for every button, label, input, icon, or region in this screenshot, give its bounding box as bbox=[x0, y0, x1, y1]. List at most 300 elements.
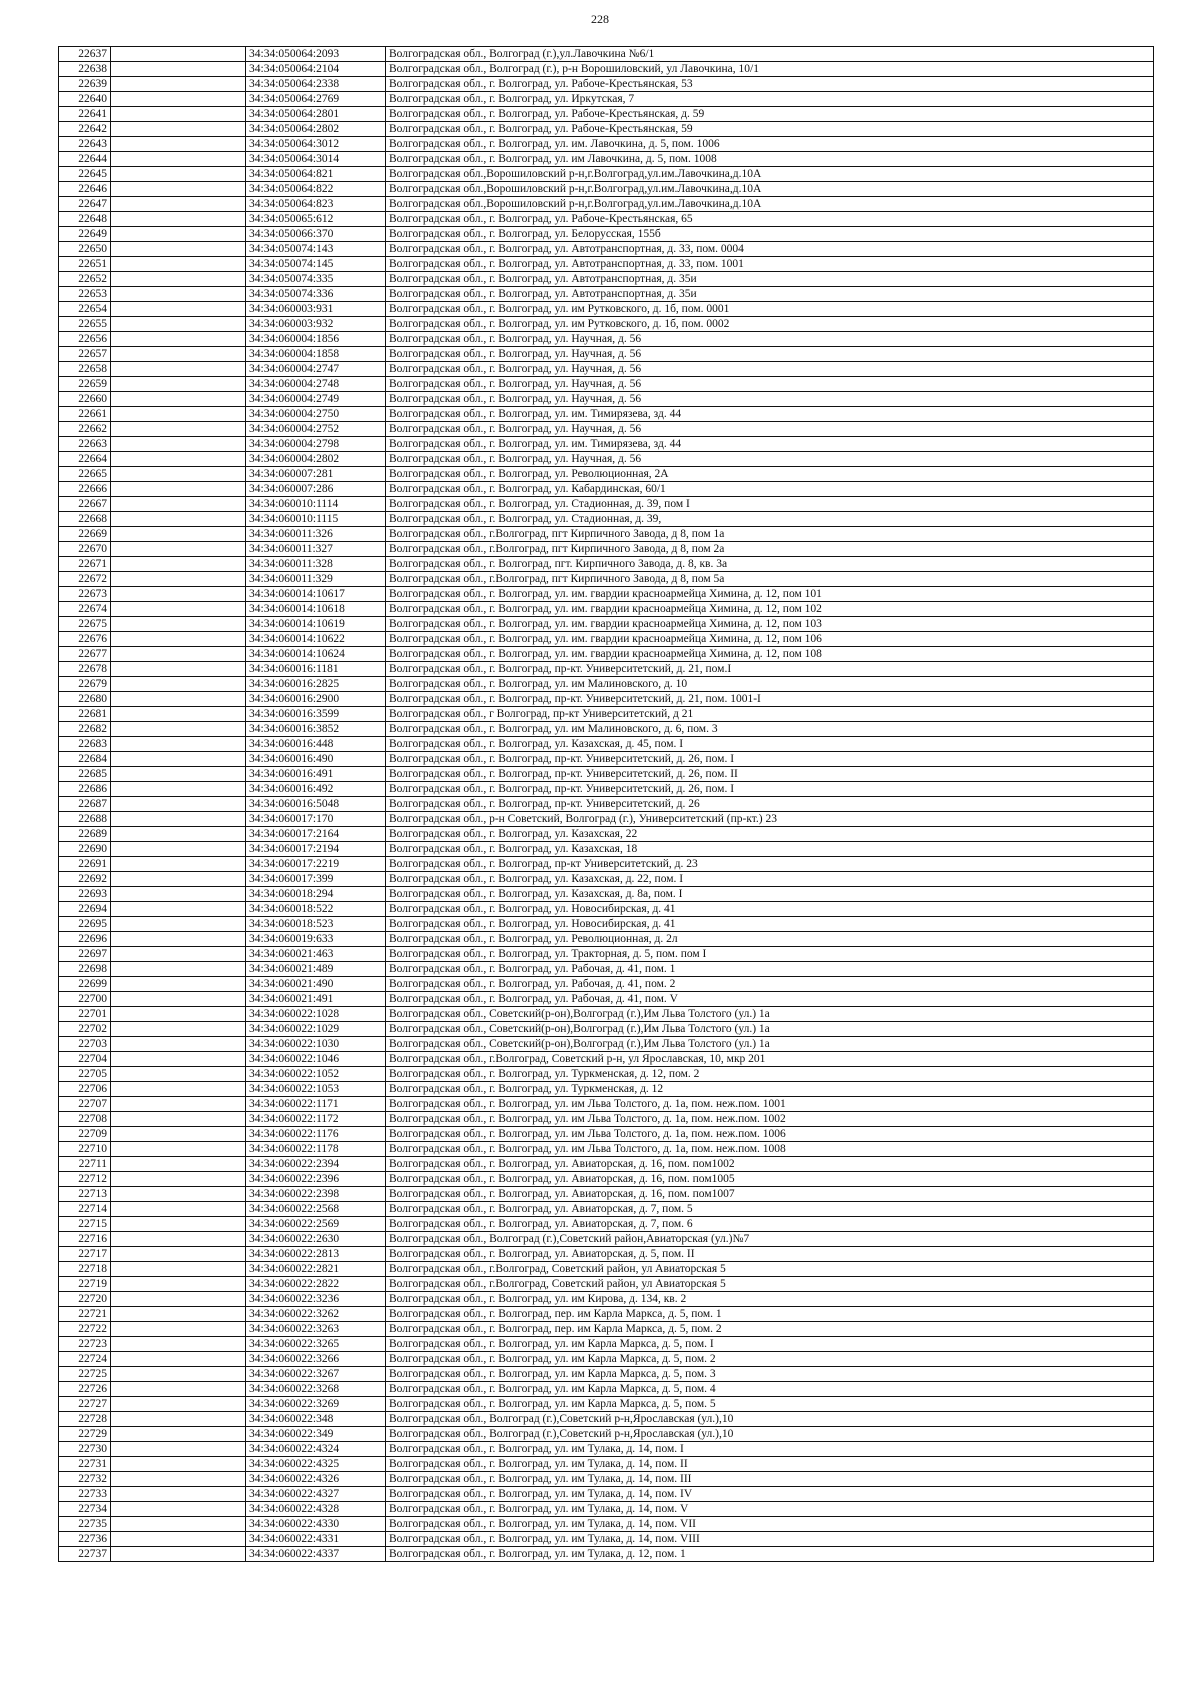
row-number-cell: 22641 bbox=[59, 107, 111, 122]
address-cell: Волгоградская обл., Советский(р-он),Волгоград (г.),Им Льва Толстого (ул.) 1а bbox=[386, 1022, 1154, 1037]
address-cell: Волгоградская обл., г. Волгоград, пр-кт. Университетский, д. 26 bbox=[386, 797, 1154, 812]
cadastral-number-cell: 34:34:060004:2802 bbox=[246, 452, 386, 467]
table-row bbox=[59, 1277, 1154, 1292]
address-cell: Волгоградская обл., г. Волгоград, ул. Авиаторская, д. 5, пом. II bbox=[386, 1247, 1154, 1262]
blank-cell bbox=[111, 467, 246, 482]
cadastral-number-cell: 34:34:060021:491 bbox=[246, 992, 386, 1007]
table-row bbox=[59, 332, 1154, 347]
table-row bbox=[59, 827, 1154, 842]
row-number-cell: 22724 bbox=[59, 1352, 111, 1367]
row-number-cell: 22683 bbox=[59, 737, 111, 752]
row-number-cell: 22642 bbox=[59, 122, 111, 137]
blank-cell bbox=[111, 1352, 246, 1367]
blank-cell bbox=[111, 677, 246, 692]
row-number-cell: 22692 bbox=[59, 872, 111, 887]
address-cell: Волгоградская обл., г. Волгоград, ул. им Карла Маркса, д. 5, пом. 2 bbox=[386, 1352, 1154, 1367]
address-cell: Волгоградская обл., г. Волгоград, ул. Белорусская, 155б bbox=[386, 227, 1154, 242]
cadastral-number-cell: 34:34:060018:523 bbox=[246, 917, 386, 932]
row-number-cell: 22730 bbox=[59, 1442, 111, 1457]
row-number-cell: 22655 bbox=[59, 317, 111, 332]
row-number-cell: 22718 bbox=[59, 1262, 111, 1277]
address-cell: Волгоградская обл., г. Волгоград, ул. Научная, д. 56 bbox=[386, 377, 1154, 392]
address-cell: Волгоградская обл., г. Волгоград, ул. Революционная, д. 2л bbox=[386, 932, 1154, 947]
table-row bbox=[59, 872, 1154, 887]
cadastral-number-cell: 34:34:060022:4331 bbox=[246, 1532, 386, 1547]
blank-cell bbox=[111, 1487, 246, 1502]
table-row bbox=[59, 752, 1154, 767]
blank-cell bbox=[111, 1547, 246, 1562]
cadastral-number-cell: 34:34:060014:10622 bbox=[246, 632, 386, 647]
table-row bbox=[59, 1397, 1154, 1412]
address-cell: Волгоградская обл., г. Волгоград, ул. Научная, д. 56 bbox=[386, 362, 1154, 377]
address-cell: Волгоградская обл., г. Волгоград, ул. Тракторная, д. 5, пом. пом I bbox=[386, 947, 1154, 962]
table-row bbox=[59, 527, 1154, 542]
address-cell: Волгоградская обл., г. Волгоград, пгт. Кирпичного Завода, д. 8, кв. 3а bbox=[386, 557, 1154, 572]
row-number-cell: 22721 bbox=[59, 1307, 111, 1322]
address-cell: Волгоградская обл., г. Волгоград, ул. Казахская, д. 22, пом. I bbox=[386, 872, 1154, 887]
address-cell: Волгоградская обл., г. Волгоград, ул. им Льва Толстого, д. 1а, пом. неж.пом. 1008 bbox=[386, 1142, 1154, 1157]
blank-cell bbox=[111, 947, 246, 962]
address-cell: Волгоградская обл., г. Волгоград, ул. им Льва Толстого, д. 1а, пом. неж.пом. 1001 bbox=[386, 1097, 1154, 1112]
row-number-cell: 22646 bbox=[59, 182, 111, 197]
blank-cell bbox=[111, 167, 246, 182]
row-number-cell: 22701 bbox=[59, 1007, 111, 1022]
blank-cell bbox=[111, 47, 246, 62]
cadastral-number-cell: 34:34:060022:349 bbox=[246, 1427, 386, 1442]
row-number-cell: 22687 bbox=[59, 797, 111, 812]
address-cell: Волгоградская обл., г.Волгоград, Советский район, ул Авиаторская 5 bbox=[386, 1262, 1154, 1277]
table-row bbox=[59, 1232, 1154, 1247]
row-number-cell: 22728 bbox=[59, 1412, 111, 1427]
row-number-cell: 22717 bbox=[59, 1247, 111, 1262]
row-number-cell: 22726 bbox=[59, 1382, 111, 1397]
table-row bbox=[59, 422, 1154, 437]
table-row bbox=[59, 1082, 1154, 1097]
blank-cell bbox=[111, 932, 246, 947]
row-number-cell: 22670 bbox=[59, 542, 111, 557]
row-number-cell: 22669 bbox=[59, 527, 111, 542]
blank-cell bbox=[111, 647, 246, 662]
blank-cell bbox=[111, 782, 246, 797]
address-cell: Волгоградская обл., г.Волгоград, пгт Кирпичного Завода, д 8, пом 5а bbox=[386, 572, 1154, 587]
address-cell: Волгоградская обл., Волгоград (г.),Советский р-н,Ярославская (ул.),10 bbox=[386, 1412, 1154, 1427]
row-number-cell: 22697 bbox=[59, 947, 111, 962]
blank-cell bbox=[111, 1457, 246, 1472]
address-cell: Волгоградская обл., г Волгоград, пр-кт Университетский, д 21 bbox=[386, 707, 1154, 722]
blank-cell bbox=[111, 827, 246, 842]
cadastral-number-cell: 34:34:060003:932 bbox=[246, 317, 386, 332]
table-row bbox=[59, 1367, 1154, 1382]
blank-cell bbox=[111, 1532, 246, 1547]
table-row bbox=[59, 167, 1154, 182]
table-row bbox=[59, 212, 1154, 227]
table-row bbox=[59, 857, 1154, 872]
table-row bbox=[59, 1142, 1154, 1157]
table-row bbox=[59, 1052, 1154, 1067]
table-row bbox=[59, 407, 1154, 422]
address-cell: Волгоградская обл., г.Волгоград, Советский район, ул Авиаторская 5 bbox=[386, 1277, 1154, 1292]
table-row bbox=[59, 1217, 1154, 1232]
row-number-cell: 22652 bbox=[59, 272, 111, 287]
table-row bbox=[59, 1172, 1154, 1187]
address-cell: Волгоградская обл., г. Волгоград, ул. им Карла Маркса, д. 5, пом. 3 bbox=[386, 1367, 1154, 1382]
cadastral-number-cell: 34:34:050064:2093 bbox=[246, 47, 386, 62]
row-number-cell: 22663 bbox=[59, 437, 111, 452]
table-row bbox=[59, 1022, 1154, 1037]
address-cell: Волгоградская обл.,Ворошиловский р-н,г.Волгоград,ул.им.Лавочкина,д.10А bbox=[386, 167, 1154, 182]
blank-cell bbox=[111, 1082, 246, 1097]
cadastral-number-cell: 34:34:060022:3265 bbox=[246, 1337, 386, 1352]
address-cell: Волгоградская обл., г. Волгоград, ул. им Тулака, д. 14, пом. VIII bbox=[386, 1532, 1154, 1547]
blank-cell bbox=[111, 452, 246, 467]
row-number-cell: 22723 bbox=[59, 1337, 111, 1352]
cadastral-number-cell: 34:34:060022:4330 bbox=[246, 1517, 386, 1532]
table-row bbox=[59, 257, 1154, 272]
row-number-cell: 22658 bbox=[59, 362, 111, 377]
blank-cell bbox=[111, 1172, 246, 1187]
cadastral-number-cell: 34:34:060022:1171 bbox=[246, 1097, 386, 1112]
cadastral-number-cell: 34:34:060021:463 bbox=[246, 947, 386, 962]
table-row bbox=[59, 632, 1154, 647]
blank-cell bbox=[111, 1217, 246, 1232]
table-row bbox=[59, 1262, 1154, 1277]
row-number-cell: 22653 bbox=[59, 287, 111, 302]
address-cell: Волгоградская обл., г. Волгоград, ул. им. Тимирязева, зд. 44 bbox=[386, 437, 1154, 452]
address-cell: Волгоградская обл., г.Волгоград, пгт Кирпичного Завода, д 8, пом 2а bbox=[386, 542, 1154, 557]
blank-cell bbox=[111, 752, 246, 767]
cadastral-number-cell: 34:34:060003:931 bbox=[246, 302, 386, 317]
row-number-cell: 22722 bbox=[59, 1322, 111, 1337]
table-row bbox=[59, 692, 1154, 707]
row-number-cell: 22709 bbox=[59, 1127, 111, 1142]
address-cell: Волгоградская обл., г. Волгоград, ул. Рабочая, д. 41, пом. 1 bbox=[386, 962, 1154, 977]
table-row bbox=[59, 497, 1154, 512]
blank-cell bbox=[111, 587, 246, 602]
blank-cell bbox=[111, 572, 246, 587]
row-number-cell: 22691 bbox=[59, 857, 111, 872]
table-row bbox=[59, 182, 1154, 197]
address-cell: Волгоградская обл., г. Волгоград, ул. им Тулака, д. 14, пом. VII bbox=[386, 1517, 1154, 1532]
blank-cell bbox=[111, 107, 246, 122]
blank-cell bbox=[111, 737, 246, 752]
blank-cell bbox=[111, 1052, 246, 1067]
address-cell: Волгоградская обл., г. Волгоград, ул. им. гвардии красноармейца Химина, д. 12, пом 101 bbox=[386, 587, 1154, 602]
row-number-cell: 22688 bbox=[59, 812, 111, 827]
row-number-cell: 22720 bbox=[59, 1292, 111, 1307]
address-cell: Волгоградская обл., г. Волгоград, ул. Иркутская, 7 bbox=[386, 92, 1154, 107]
cadastral-number-cell: 34:34:060021:490 bbox=[246, 977, 386, 992]
row-number-cell: 22695 bbox=[59, 917, 111, 932]
row-number-cell: 22667 bbox=[59, 497, 111, 512]
table-row bbox=[59, 1382, 1154, 1397]
address-cell: Волгоградская обл., г. Волгоград, пер. им Карла Маркса, д. 5, пом. 1 bbox=[386, 1307, 1154, 1322]
row-number-cell: 22659 bbox=[59, 377, 111, 392]
blank-cell bbox=[111, 197, 246, 212]
blank-cell bbox=[111, 1247, 246, 1262]
address-cell: Волгоградская обл., г. Волгоград, ул. им Рутковского, д. 1б, пом. 0001 bbox=[386, 302, 1154, 317]
address-cell: Волгоградская обл., г. Волгоград, ул. им. гвардии красноармейца Химина, д. 12, пом 103 bbox=[386, 617, 1154, 632]
row-number-cell: 22649 bbox=[59, 227, 111, 242]
row-number-cell: 22675 bbox=[59, 617, 111, 632]
cadastral-number-cell: 34:34:050064:822 bbox=[246, 182, 386, 197]
table-row bbox=[59, 767, 1154, 782]
address-cell: Волгоградская обл., г. Волгоград, ул. Туркменская, д. 12, пом. 2 bbox=[386, 1067, 1154, 1082]
row-number-cell: 22677 bbox=[59, 647, 111, 662]
row-number-cell: 22705 bbox=[59, 1067, 111, 1082]
table-row bbox=[59, 137, 1154, 152]
blank-cell bbox=[111, 902, 246, 917]
cadastral-number-cell: 34:34:060014:10624 bbox=[246, 647, 386, 662]
cadastral-number-cell: 34:34:050074:145 bbox=[246, 257, 386, 272]
cadastral-number-cell: 34:34:050064:2104 bbox=[246, 62, 386, 77]
cadastral-number-cell: 34:34:060022:4327 bbox=[246, 1487, 386, 1502]
cadastral-number-cell: 34:34:060016:491 bbox=[246, 767, 386, 782]
blank-cell bbox=[111, 227, 246, 242]
cadastral-number-cell: 34:34:060016:448 bbox=[246, 737, 386, 752]
cadastral-number-cell: 34:34:060004:2798 bbox=[246, 437, 386, 452]
row-number-cell: 22699 bbox=[59, 977, 111, 992]
table-row bbox=[59, 947, 1154, 962]
address-cell: Волгоградская обл., г. Волгоград, ул. Авиаторская, д. 7, пом. 5 bbox=[386, 1202, 1154, 1217]
address-cell: Волгоградская обл., г. Волгоград, ул. Авиаторская, д. 16, пом. пом1002 bbox=[386, 1157, 1154, 1172]
blank-cell bbox=[111, 1517, 246, 1532]
row-number-cell: 22671 bbox=[59, 557, 111, 572]
cadastral-number-cell: 34:34:050074:143 bbox=[246, 242, 386, 257]
table-row bbox=[59, 722, 1154, 737]
row-number-cell: 22680 bbox=[59, 692, 111, 707]
table-row bbox=[59, 1352, 1154, 1367]
table-row bbox=[59, 992, 1154, 1007]
cadastral-number-cell: 34:34:060022:4328 bbox=[246, 1502, 386, 1517]
blank-cell bbox=[111, 1157, 246, 1172]
address-cell: Волгоградская обл., Советский(р-он),Волгоград (г.),Им Льва Толстого (ул.) 1а bbox=[386, 1037, 1154, 1052]
table-row bbox=[59, 887, 1154, 902]
row-number-cell: 22700 bbox=[59, 992, 111, 1007]
address-cell: Волгоградская обл., г. Волгоград, ул. им Тулака, д. 14, пом. I bbox=[386, 1442, 1154, 1457]
table-row bbox=[59, 287, 1154, 302]
blank-cell bbox=[111, 632, 246, 647]
row-number-cell: 22645 bbox=[59, 167, 111, 182]
address-cell: Волгоградская обл., Волгоград (г.),Советский р-н,Ярославская (ул.),10 bbox=[386, 1427, 1154, 1442]
address-cell: Волгоградская обл., г. Волгоград, ул. Казахская, д. 8а, пом. I bbox=[386, 887, 1154, 902]
row-number-cell: 22690 bbox=[59, 842, 111, 857]
cadastral-number-cell: 34:34:060016:2825 bbox=[246, 677, 386, 692]
registry-table-body bbox=[59, 47, 1154, 1562]
row-number-cell: 22665 bbox=[59, 467, 111, 482]
address-cell: Волгоградская обл., г. Волгоград, ул. им Льва Толстого, д. 1а, пом. неж.пом. 1002 bbox=[386, 1112, 1154, 1127]
row-number-cell: 22647 bbox=[59, 197, 111, 212]
row-number-cell: 22637 bbox=[59, 47, 111, 62]
cadastral-number-cell: 34:34:060007:286 bbox=[246, 482, 386, 497]
row-number-cell: 22707 bbox=[59, 1097, 111, 1112]
table-row bbox=[59, 242, 1154, 257]
row-number-cell: 22737 bbox=[59, 1547, 111, 1562]
table-row bbox=[59, 227, 1154, 242]
table-row bbox=[59, 1097, 1154, 1112]
table-row bbox=[59, 842, 1154, 857]
row-number-cell: 22648 bbox=[59, 212, 111, 227]
cadastral-number-cell: 34:34:050064:2801 bbox=[246, 107, 386, 122]
blank-cell bbox=[111, 617, 246, 632]
table-row bbox=[59, 122, 1154, 137]
cadastral-number-cell: 34:34:060022:2398 bbox=[246, 1187, 386, 1202]
table-row bbox=[59, 647, 1154, 662]
blank-cell bbox=[111, 422, 246, 437]
cadastral-number-cell: 34:34:060022:2630 bbox=[246, 1232, 386, 1247]
row-number-cell: 22679 bbox=[59, 677, 111, 692]
cadastral-number-cell: 34:34:060021:489 bbox=[246, 962, 386, 977]
cadastral-number-cell: 34:34:060022:1029 bbox=[246, 1022, 386, 1037]
table-row bbox=[59, 587, 1154, 602]
blank-cell bbox=[111, 1367, 246, 1382]
address-cell: Волгоградская обл., г. Волгоград, ул. Рабоче-Крестьянская, 53 bbox=[386, 77, 1154, 92]
row-number-cell: 22685 bbox=[59, 767, 111, 782]
table-row bbox=[59, 1337, 1154, 1352]
cadastral-number-cell: 34:34:060022:2813 bbox=[246, 1247, 386, 1262]
address-cell: Волгоградская обл., г. Волгоград, ул. Автотранспортная, д. 35и bbox=[386, 287, 1154, 302]
table-row bbox=[59, 542, 1154, 557]
cadastral-number-cell: 34:34:060022:1053 bbox=[246, 1082, 386, 1097]
cadastral-number-cell: 34:34:060016:490 bbox=[246, 752, 386, 767]
cadastral-number-cell: 34:34:060016:3852 bbox=[246, 722, 386, 737]
cadastral-number-cell: 34:34:060014:10619 bbox=[246, 617, 386, 632]
cadastral-number-cell: 34:34:060022:1030 bbox=[246, 1037, 386, 1052]
table-row bbox=[59, 437, 1154, 452]
blank-cell bbox=[111, 1277, 246, 1292]
cadastral-number-cell: 34:34:060022:4324 bbox=[246, 1442, 386, 1457]
blank-cell bbox=[111, 437, 246, 452]
row-number-cell: 22716 bbox=[59, 1232, 111, 1247]
address-cell: Волгоградская обл., г. Волгоград, ул. Научная, д. 56 bbox=[386, 422, 1154, 437]
address-cell: Волгоградская обл.,Ворошиловский р-н,г.Волгоград,ул.им.Лавочкина,д.10А bbox=[386, 182, 1154, 197]
address-cell: Волгоградская обл., г. Волгоград, ул. Стадионная, д. 39, bbox=[386, 512, 1154, 527]
row-number-cell: 22733 bbox=[59, 1487, 111, 1502]
cadastral-number-cell: 34:34:050064:2338 bbox=[246, 77, 386, 92]
row-number-cell: 22698 bbox=[59, 962, 111, 977]
cadastral-number-cell: 34:34:060022:1028 bbox=[246, 1007, 386, 1022]
address-cell: Волгоградская обл., г. Волгоград, ул. им Тулака, д. 12, пом. 1 bbox=[386, 1547, 1154, 1562]
blank-cell bbox=[111, 707, 246, 722]
cadastral-number-cell: 34:34:060022:3269 bbox=[246, 1397, 386, 1412]
cadastral-number-cell: 34:34:060004:2747 bbox=[246, 362, 386, 377]
blank-cell bbox=[111, 1232, 246, 1247]
table-row bbox=[59, 602, 1154, 617]
row-number-cell: 22719 bbox=[59, 1277, 111, 1292]
blank-cell bbox=[111, 1187, 246, 1202]
cadastral-number-cell: 34:34:060014:10617 bbox=[246, 587, 386, 602]
row-number-cell: 22693 bbox=[59, 887, 111, 902]
cadastral-number-cell: 34:34:050064:823 bbox=[246, 197, 386, 212]
cadastral-number-cell: 34:34:060022:3263 bbox=[246, 1322, 386, 1337]
cadastral-number-cell: 34:34:060019:633 bbox=[246, 932, 386, 947]
table-row bbox=[59, 962, 1154, 977]
cadastral-number-cell: 34:34:060022:1052 bbox=[246, 1067, 386, 1082]
row-number-cell: 22712 bbox=[59, 1172, 111, 1187]
table-row bbox=[59, 1547, 1154, 1562]
cadastral-number-cell: 34:34:060010:1115 bbox=[246, 512, 386, 527]
blank-cell bbox=[111, 482, 246, 497]
address-cell: Волгоградская обл., г. Волгоград, пр-кт. Университетский, д. 26, пом. I bbox=[386, 752, 1154, 767]
address-cell: Волгоградская обл., г. Волгоград, ул. Рабоче-Крестьянская, 59 bbox=[386, 122, 1154, 137]
table-row bbox=[59, 152, 1154, 167]
row-number-cell: 22732 bbox=[59, 1472, 111, 1487]
address-cell: Волгоградская обл., г. Волгоград, пр-кт Университетский, д. 23 bbox=[386, 857, 1154, 872]
cadastral-number-cell: 34:34:060022:348 bbox=[246, 1412, 386, 1427]
blank-cell bbox=[111, 257, 246, 272]
blank-cell bbox=[111, 1397, 246, 1412]
table-row bbox=[59, 272, 1154, 287]
table-row bbox=[59, 452, 1154, 467]
address-cell: Волгоградская обл., г. Волгоград, ул. Новосибирская, д. 41 bbox=[386, 902, 1154, 917]
blank-cell bbox=[111, 317, 246, 332]
row-number-cell: 22696 bbox=[59, 932, 111, 947]
blank-cell bbox=[111, 662, 246, 677]
blank-cell bbox=[111, 812, 246, 827]
address-cell: Волгоградская обл., г. Волгоград, ул. Научная, д. 56 bbox=[386, 332, 1154, 347]
table-row bbox=[59, 662, 1154, 677]
cadastral-number-cell: 34:34:060022:2568 bbox=[246, 1202, 386, 1217]
table-row bbox=[59, 1322, 1154, 1337]
cadastral-number-cell: 34:34:060007:281 bbox=[246, 467, 386, 482]
table-row bbox=[59, 917, 1154, 932]
cadastral-number-cell: 34:34:060022:1046 bbox=[246, 1052, 386, 1067]
blank-cell bbox=[111, 242, 246, 257]
row-number-cell: 22729 bbox=[59, 1427, 111, 1442]
row-number-cell: 22706 bbox=[59, 1082, 111, 1097]
cadastral-number-cell: 34:34:060004:1856 bbox=[246, 332, 386, 347]
table-row bbox=[59, 1292, 1154, 1307]
cadastral-number-cell: 34:34:060022:4337 bbox=[246, 1547, 386, 1562]
table-row bbox=[59, 1517, 1154, 1532]
cadastral-number-cell: 34:34:060017:170 bbox=[246, 812, 386, 827]
address-cell: Волгоградская обл., г. Волгоград, ул. им Кирова, д. 134, кв. 2 bbox=[386, 1292, 1154, 1307]
row-number-cell: 22656 bbox=[59, 332, 111, 347]
blank-cell bbox=[111, 1472, 246, 1487]
blank-cell bbox=[111, 1037, 246, 1052]
table-row bbox=[59, 347, 1154, 362]
cadastral-number-cell: 34:34:050064:2802 bbox=[246, 122, 386, 137]
address-cell: Волгоградская обл., р-н Советский, Волгоград (г.), Университетский (пр-кт.) 23 bbox=[386, 812, 1154, 827]
table-row bbox=[59, 302, 1154, 317]
row-number-cell: 22678 bbox=[59, 662, 111, 677]
table-row bbox=[59, 1157, 1154, 1172]
cadastral-number-cell: 34:34:060011:326 bbox=[246, 527, 386, 542]
cadastral-number-cell: 34:34:060014:10618 bbox=[246, 602, 386, 617]
address-cell: Волгоградская обл., г. Волгоград, ул. им Льва Толстого, д. 1а, пом. неж.пом. 1006 bbox=[386, 1127, 1154, 1142]
table-row bbox=[59, 362, 1154, 377]
table-row bbox=[59, 1487, 1154, 1502]
row-number-cell: 22689 bbox=[59, 827, 111, 842]
blank-cell bbox=[111, 1127, 246, 1142]
table-row bbox=[59, 1247, 1154, 1262]
address-cell: Волгоградская обл., г.Волгоград, пгт Кирпичного Завода, д 8, пом 1а bbox=[386, 527, 1154, 542]
table-row bbox=[59, 47, 1154, 62]
address-cell: Волгоградская обл., г. Волгоград, ул. им Лавочкина, д. 5, пом. 1008 bbox=[386, 152, 1154, 167]
row-number-cell: 22662 bbox=[59, 422, 111, 437]
row-number-cell: 22672 bbox=[59, 572, 111, 587]
address-cell: Волгоградская обл., г. Волгоград, ул. Автотранспортная, д. 35и bbox=[386, 272, 1154, 287]
table-row bbox=[59, 707, 1154, 722]
address-cell: Волгоградская обл., г. Волгоград, ул. им Карла Маркса, д. 5, пом. 5 bbox=[386, 1397, 1154, 1412]
cadastral-number-cell: 34:34:060022:2394 bbox=[246, 1157, 386, 1172]
blank-cell bbox=[111, 1007, 246, 1022]
row-number-cell: 22715 bbox=[59, 1217, 111, 1232]
table-row bbox=[59, 812, 1154, 827]
row-number-cell: 22664 bbox=[59, 452, 111, 467]
blank-cell bbox=[111, 347, 246, 362]
row-number-cell: 22640 bbox=[59, 92, 111, 107]
blank-cell bbox=[111, 797, 246, 812]
